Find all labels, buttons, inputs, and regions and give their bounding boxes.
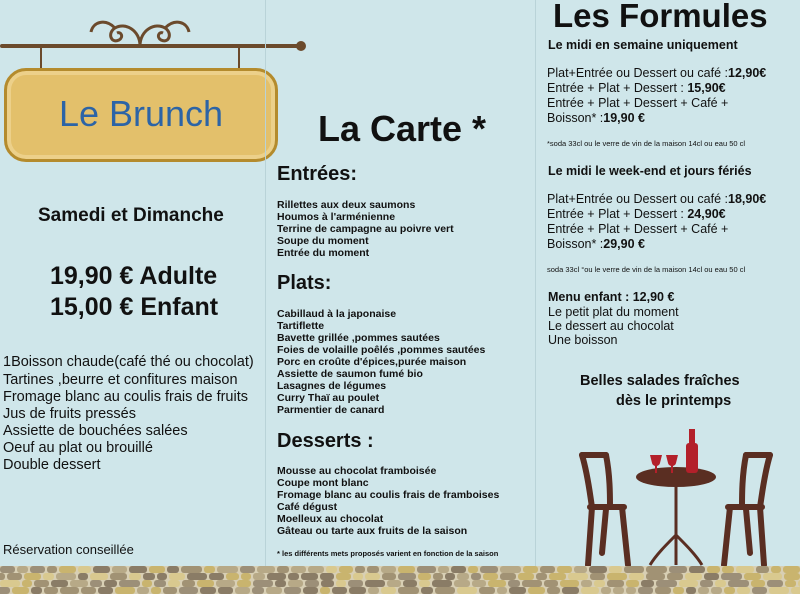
- cobblestone: [30, 566, 45, 573]
- dish-dessert: Café dégust: [277, 501, 338, 513]
- cobblestone: [560, 580, 579, 587]
- cobblestone: [435, 587, 455, 594]
- cobblestone: [332, 587, 347, 594]
- cobblestone: [508, 580, 520, 587]
- kids-menu-item: Une boisson: [548, 333, 618, 347]
- cobblestone: [168, 580, 180, 587]
- weekend-line: [547, 192, 766, 206]
- cobblestone: [320, 573, 334, 580]
- cobblestone: [129, 573, 141, 580]
- cobblestone: [216, 580, 235, 587]
- chair-left-icon: [582, 455, 628, 565]
- cobblestone: [784, 573, 800, 580]
- carte-title: La Carte *: [318, 108, 487, 149]
- cobblestone: [523, 566, 538, 573]
- chair-right-icon: [724, 455, 770, 565]
- cobblestone: [365, 573, 380, 580]
- cobblestone: [56, 573, 76, 580]
- cobblestone: [629, 573, 644, 580]
- kids-menu-item: Le dessert au chocolat: [548, 319, 674, 333]
- price-adult: 19,90 € Adulte: [50, 262, 218, 290]
- cobblestone: [305, 580, 319, 587]
- cobblestone: [182, 580, 195, 587]
- cobblestone: [528, 587, 545, 594]
- cobblestone: [266, 587, 282, 594]
- cobblestone: [349, 587, 366, 594]
- weekday-line: [547, 66, 766, 80]
- cobblestone: [398, 587, 419, 594]
- cobblestone: [403, 580, 417, 587]
- weekday-line: [547, 81, 726, 95]
- sign-chain-left: [40, 48, 42, 70]
- cobblestone: [104, 580, 117, 587]
- cobblestone: [339, 566, 353, 573]
- weekday-line: [547, 111, 645, 125]
- cobblestone: [540, 566, 555, 573]
- cobblestone: [217, 566, 238, 573]
- cobblestone: [686, 587, 696, 594]
- dish-plat: Parmentier de canard: [277, 404, 385, 416]
- cobblestone: [70, 580, 88, 587]
- formula-text: Entrée + Plat + Dessert :: [547, 207, 688, 221]
- sign-chain-right: [238, 48, 240, 70]
- cobblestone: [500, 566, 521, 573]
- cobblestone: [24, 573, 41, 580]
- cobblestone: [421, 587, 433, 594]
- dish-dessert: Gâteau ou tarte aux fruits de la saison: [277, 525, 468, 537]
- cobblestone: [179, 587, 198, 594]
- cobblestone: [167, 566, 179, 573]
- dish-dessert: Moelleux au chocolat: [277, 513, 384, 525]
- cobblestone: [115, 587, 135, 594]
- weekend-heading: Le midi le week-end et jours fériés: [548, 164, 752, 178]
- kids-menu-item: Le petit plat du moment: [548, 305, 679, 319]
- cobblestone: [751, 580, 765, 587]
- dish-plat: Lasagnes de légumes: [277, 380, 387, 392]
- cobblestone: [457, 573, 469, 580]
- cobblestone: [721, 573, 742, 580]
- cobblestone: [353, 573, 363, 580]
- cobblestone: [724, 587, 735, 594]
- formula-price: 12,90€: [728, 66, 767, 80]
- weekend-note: soda 33cl °ou le verre de vin de la maison 14cl ou eau 50 cl: [547, 265, 746, 274]
- cobblestone: [669, 566, 687, 573]
- cobblestone: [626, 587, 636, 594]
- cobblestone: [419, 580, 430, 587]
- cobblestone: [646, 573, 665, 580]
- cobblestone: [562, 587, 579, 594]
- cobblestone: [518, 573, 534, 580]
- cobblestone: [574, 566, 587, 573]
- formula-text: Plat+Entrée ou Dessert ou café :: [547, 66, 729, 80]
- formula-text: Entrée + Plat + Dessert + Café +: [547, 96, 729, 110]
- cobblestone: [98, 587, 113, 594]
- cobblestone: [51, 580, 68, 587]
- cobblestone: [509, 587, 526, 594]
- cobblestone: [187, 573, 207, 580]
- cobblestone: [110, 573, 127, 580]
- dish-plat: Bavette grillée ,pommes sautées: [277, 332, 440, 344]
- cobblestone: [81, 587, 96, 594]
- cobblestone: [0, 587, 10, 594]
- cobblestone: [252, 587, 264, 594]
- cobblestone: [284, 587, 301, 594]
- cobblestone: [17, 566, 28, 573]
- plats-heading: Plats:: [277, 272, 332, 294]
- cobblestone: [169, 573, 185, 580]
- cobblestone: [398, 566, 415, 573]
- cobblestone: [308, 566, 324, 573]
- cobblestone: [43, 573, 54, 580]
- cobblestone: [253, 573, 265, 580]
- formula-price: 19,90 €: [603, 111, 645, 125]
- weekend-line: [547, 207, 726, 221]
- cobblestone: [624, 566, 644, 573]
- brunch-item: Tartines ,beurre et confitures maison: [3, 372, 238, 388]
- cobblestone: [0, 573, 5, 580]
- weekday-note: *soda 33cl ou le verre de vin de la maison 14cl ou eau 50 cl: [547, 139, 746, 148]
- cobblestone: [149, 566, 165, 573]
- cobblestone: [418, 573, 431, 580]
- cobblestone: [151, 587, 161, 594]
- cobblestone: [472, 580, 486, 587]
- cobblestone: [454, 580, 470, 587]
- cobblestone: [679, 580, 698, 587]
- cobblestone: [722, 566, 734, 573]
- cobblestone: [267, 573, 286, 580]
- bistro-table-illustration: [576, 425, 776, 570]
- brunch-days: Samedi et Dimanche: [38, 205, 224, 226]
- cobblestone: [685, 573, 702, 580]
- cobblestone: [607, 573, 627, 580]
- cobblestone: [609, 566, 622, 573]
- cobblestone: [445, 573, 455, 580]
- formules-title: Les Formules: [553, 0, 768, 34]
- cobblestone: [143, 573, 155, 580]
- cobblestone: [275, 580, 286, 587]
- cobblestone: [715, 580, 726, 587]
- cobblestone: [93, 566, 110, 573]
- cobblestone: [241, 573, 251, 580]
- cobblestone: [90, 573, 108, 580]
- cobblestone: [785, 580, 796, 587]
- cobblestone: [253, 580, 273, 587]
- cobblestone: [112, 566, 127, 573]
- cobblestone: [288, 573, 299, 580]
- cobblestone: [22, 580, 32, 587]
- dish-plat: Porc en croûte d'épices,purée maison: [277, 356, 467, 368]
- cobblestone: [704, 573, 719, 580]
- cobblestone: [700, 580, 713, 587]
- cobblestone: [200, 587, 216, 594]
- formula-text: Entrée + Plat + Dessert :: [547, 81, 688, 95]
- cobblestone: [59, 566, 76, 573]
- cobblestone: [303, 587, 318, 594]
- cobblestone: [348, 580, 363, 587]
- cobblestone: [367, 566, 379, 573]
- cobblestone: [365, 580, 385, 587]
- cobblestone: [235, 587, 250, 594]
- cobblestone: [698, 587, 709, 594]
- cobblestone: [549, 573, 566, 580]
- cobblestone: [557, 566, 572, 573]
- cobblestone: [769, 587, 789, 594]
- cobblestone: [157, 573, 167, 580]
- cobblestone: [60, 587, 79, 594]
- cobblestone: [209, 573, 224, 580]
- cobblestone: [237, 580, 251, 587]
- salads-line: Belles salades fraîches: [580, 373, 740, 389]
- table-icon: [636, 467, 716, 565]
- cobblestone: [387, 580, 401, 587]
- cobblestone: [119, 580, 140, 587]
- cobblestone: [398, 573, 416, 580]
- formula-price: 15,90€: [687, 81, 726, 95]
- cobblestone: [673, 587, 684, 594]
- cobblestone: [744, 573, 761, 580]
- weekday-heading: Le midi en semaine uniquement: [548, 38, 738, 52]
- formula-price: 29,90 €: [603, 237, 645, 251]
- formula-price: 18,90€: [728, 192, 767, 206]
- cobblestone: [488, 580, 506, 587]
- cobblestone: [689, 566, 705, 573]
- dish-plat: Assiette de saumon fumé bio: [277, 368, 423, 380]
- cobblestone: [581, 580, 592, 587]
- cobblestone: [601, 587, 611, 594]
- cobblestone: [656, 580, 677, 587]
- cobblestone: [355, 566, 365, 573]
- cobblestone: [381, 587, 396, 594]
- cobblestone: [277, 566, 289, 573]
- cobblestone: [78, 566, 91, 573]
- reservation-note: Réservation conseillée: [3, 542, 134, 557]
- cobblestone: [204, 566, 215, 573]
- cobblestone: [381, 566, 396, 573]
- cobblestone: [137, 587, 149, 594]
- cobblestone: [737, 587, 750, 594]
- brunch-title: Le Brunch: [58, 93, 224, 134]
- cobblestone: [432, 580, 452, 587]
- cobblestone: [291, 566, 306, 573]
- cobblestone: [368, 587, 379, 594]
- cobblestone: [756, 566, 769, 573]
- cobblestone: [78, 573, 88, 580]
- cobblestone: [433, 573, 443, 580]
- kids-menu-heading: Menu enfant : 12,90 €: [548, 290, 675, 304]
- cobblestone: [763, 573, 782, 580]
- cobblestone: [607, 580, 624, 587]
- brunch-item: Jus de fruits pressés: [3, 406, 136, 422]
- dish-plat: Foies de volaille poêlés ,pommes sautées: [277, 344, 486, 356]
- cobblestone: [468, 566, 478, 573]
- wine-bottle-icon: [686, 429, 698, 473]
- cobblestone: [336, 580, 346, 587]
- cobblestone: [226, 573, 239, 580]
- cobblestone: [197, 580, 214, 587]
- cobblestone: [321, 580, 334, 587]
- weekend-line: [547, 222, 728, 236]
- carte-footnote: * les différents mets proposés varient en fonction de la saison: [277, 549, 499, 558]
- scroll-ornament-icon: [85, 12, 195, 48]
- cobblestone: [707, 566, 720, 573]
- cobblestone: [646, 566, 667, 573]
- cobblestone: [480, 566, 498, 573]
- cobblestone: [12, 587, 29, 594]
- brunch-panel: [0, 0, 265, 594]
- cobblestone: [536, 573, 547, 580]
- dish-plat: Cabillaud à la japonaise: [277, 308, 397, 320]
- formula-text: Entrée + Plat + Dessert + Café +: [547, 222, 729, 236]
- cobblestone: [301, 573, 318, 580]
- brunch-item: Assiette de bouchées salées: [3, 423, 188, 439]
- entrees-heading: Entrées:: [277, 163, 358, 185]
- cobblestone: [47, 566, 57, 573]
- cobblestone: [218, 587, 233, 594]
- cobblestone: [638, 587, 653, 594]
- dish-entree: Terrine de campagne au poivre vert: [277, 223, 454, 235]
- cobblestone: [613, 587, 624, 594]
- brunch-item: Oeuf au plat ou brouillé: [3, 440, 153, 456]
- weekend-line: [547, 237, 645, 251]
- cobblestone: [288, 580, 303, 587]
- cobblestone: [594, 580, 605, 587]
- cobblestone: [0, 566, 15, 573]
- cobblestone: [500, 573, 516, 580]
- cobblestone: [590, 573, 605, 580]
- carte-panel: [265, 0, 536, 594]
- dish-plat: Curry Thaï au poulet: [277, 392, 380, 404]
- dish-entree: Soupe du moment: [277, 235, 369, 247]
- cobblestone: [471, 573, 481, 580]
- cobblestone: [438, 566, 449, 573]
- brunch-item: 1Boisson chaude(café thé ou chocolat): [3, 354, 254, 370]
- cobblestone: [641, 580, 654, 587]
- dish-entree: Rillettes aux deux saumons: [277, 199, 416, 211]
- cobblestone: [771, 566, 781, 573]
- dish-plat: Tartiflette: [277, 320, 325, 332]
- cobblestone: [257, 566, 275, 573]
- cobblestone: [7, 573, 22, 580]
- cobblestone: [497, 587, 507, 594]
- dish-dessert: Coupe mont blanc: [277, 477, 369, 489]
- cobblestone: [522, 580, 542, 587]
- price-child: 15,00 € Enfant: [50, 293, 219, 321]
- cobblestone: [142, 580, 152, 587]
- cobblestone: [728, 580, 749, 587]
- cobblestone: [483, 573, 498, 580]
- cobblestone: [783, 566, 800, 573]
- formula-text: Boisson* :: [547, 237, 604, 251]
- cobblestone: [382, 573, 396, 580]
- formules-panel: [535, 0, 800, 594]
- dish-entree: Entrée du moment: [277, 247, 370, 259]
- formula-text: Plat+Entrée ou Dessert ou café :: [547, 192, 729, 206]
- cobblestone: [181, 566, 202, 573]
- brunch-sign: [4, 68, 278, 162]
- brunch-item: Double dessert: [3, 457, 101, 473]
- cobblestone: [457, 587, 477, 594]
- dish-dessert: Fromage blanc au coulis frais de framboises: [277, 489, 500, 501]
- brunch-item: Fromage blanc au coulis frais de fruits: [3, 389, 248, 405]
- cobblestone: [240, 566, 255, 573]
- dish-entree: Houmos à l'arménienne: [277, 211, 396, 223]
- cobblestone: [544, 580, 558, 587]
- cobblestone: [767, 580, 783, 587]
- cobblestone: [711, 587, 722, 594]
- cobblestone: [626, 580, 639, 587]
- cobblestone: [752, 587, 767, 594]
- formula-price: 24,90€: [687, 207, 726, 221]
- cobblestone: [326, 566, 337, 573]
- cobblestone: [163, 587, 177, 594]
- cobblestone: [791, 587, 800, 594]
- cobblestone: [581, 587, 599, 594]
- cobblestone: [336, 573, 351, 580]
- cobblestone: [320, 587, 330, 594]
- cobblestone: [547, 587, 560, 594]
- weekday-line: [547, 96, 728, 110]
- cobblestone: [736, 566, 754, 573]
- cobblestone: [31, 587, 42, 594]
- cobblestone: [655, 587, 671, 594]
- cobblestone: [479, 587, 495, 594]
- cobblestone: [589, 566, 607, 573]
- cobblestone: [44, 587, 58, 594]
- cobblestone: [34, 580, 49, 587]
- cobblestone: [0, 580, 20, 587]
- cobblestone: [568, 573, 588, 580]
- cobblestone: [667, 573, 683, 580]
- dish-dessert: Mousse au chocolat framboisée: [277, 465, 437, 477]
- desserts-heading: Desserts :: [277, 430, 374, 452]
- cobblestone: [154, 580, 166, 587]
- cobblestone-pavement: [0, 566, 800, 594]
- formula-text: Boisson* :: [547, 111, 604, 125]
- cobblestone: [90, 580, 102, 587]
- cobblestone: [451, 566, 466, 573]
- cobblestone: [417, 566, 436, 573]
- cobblestone: [129, 566, 147, 573]
- salads-line: dès le printemps: [616, 393, 732, 409]
